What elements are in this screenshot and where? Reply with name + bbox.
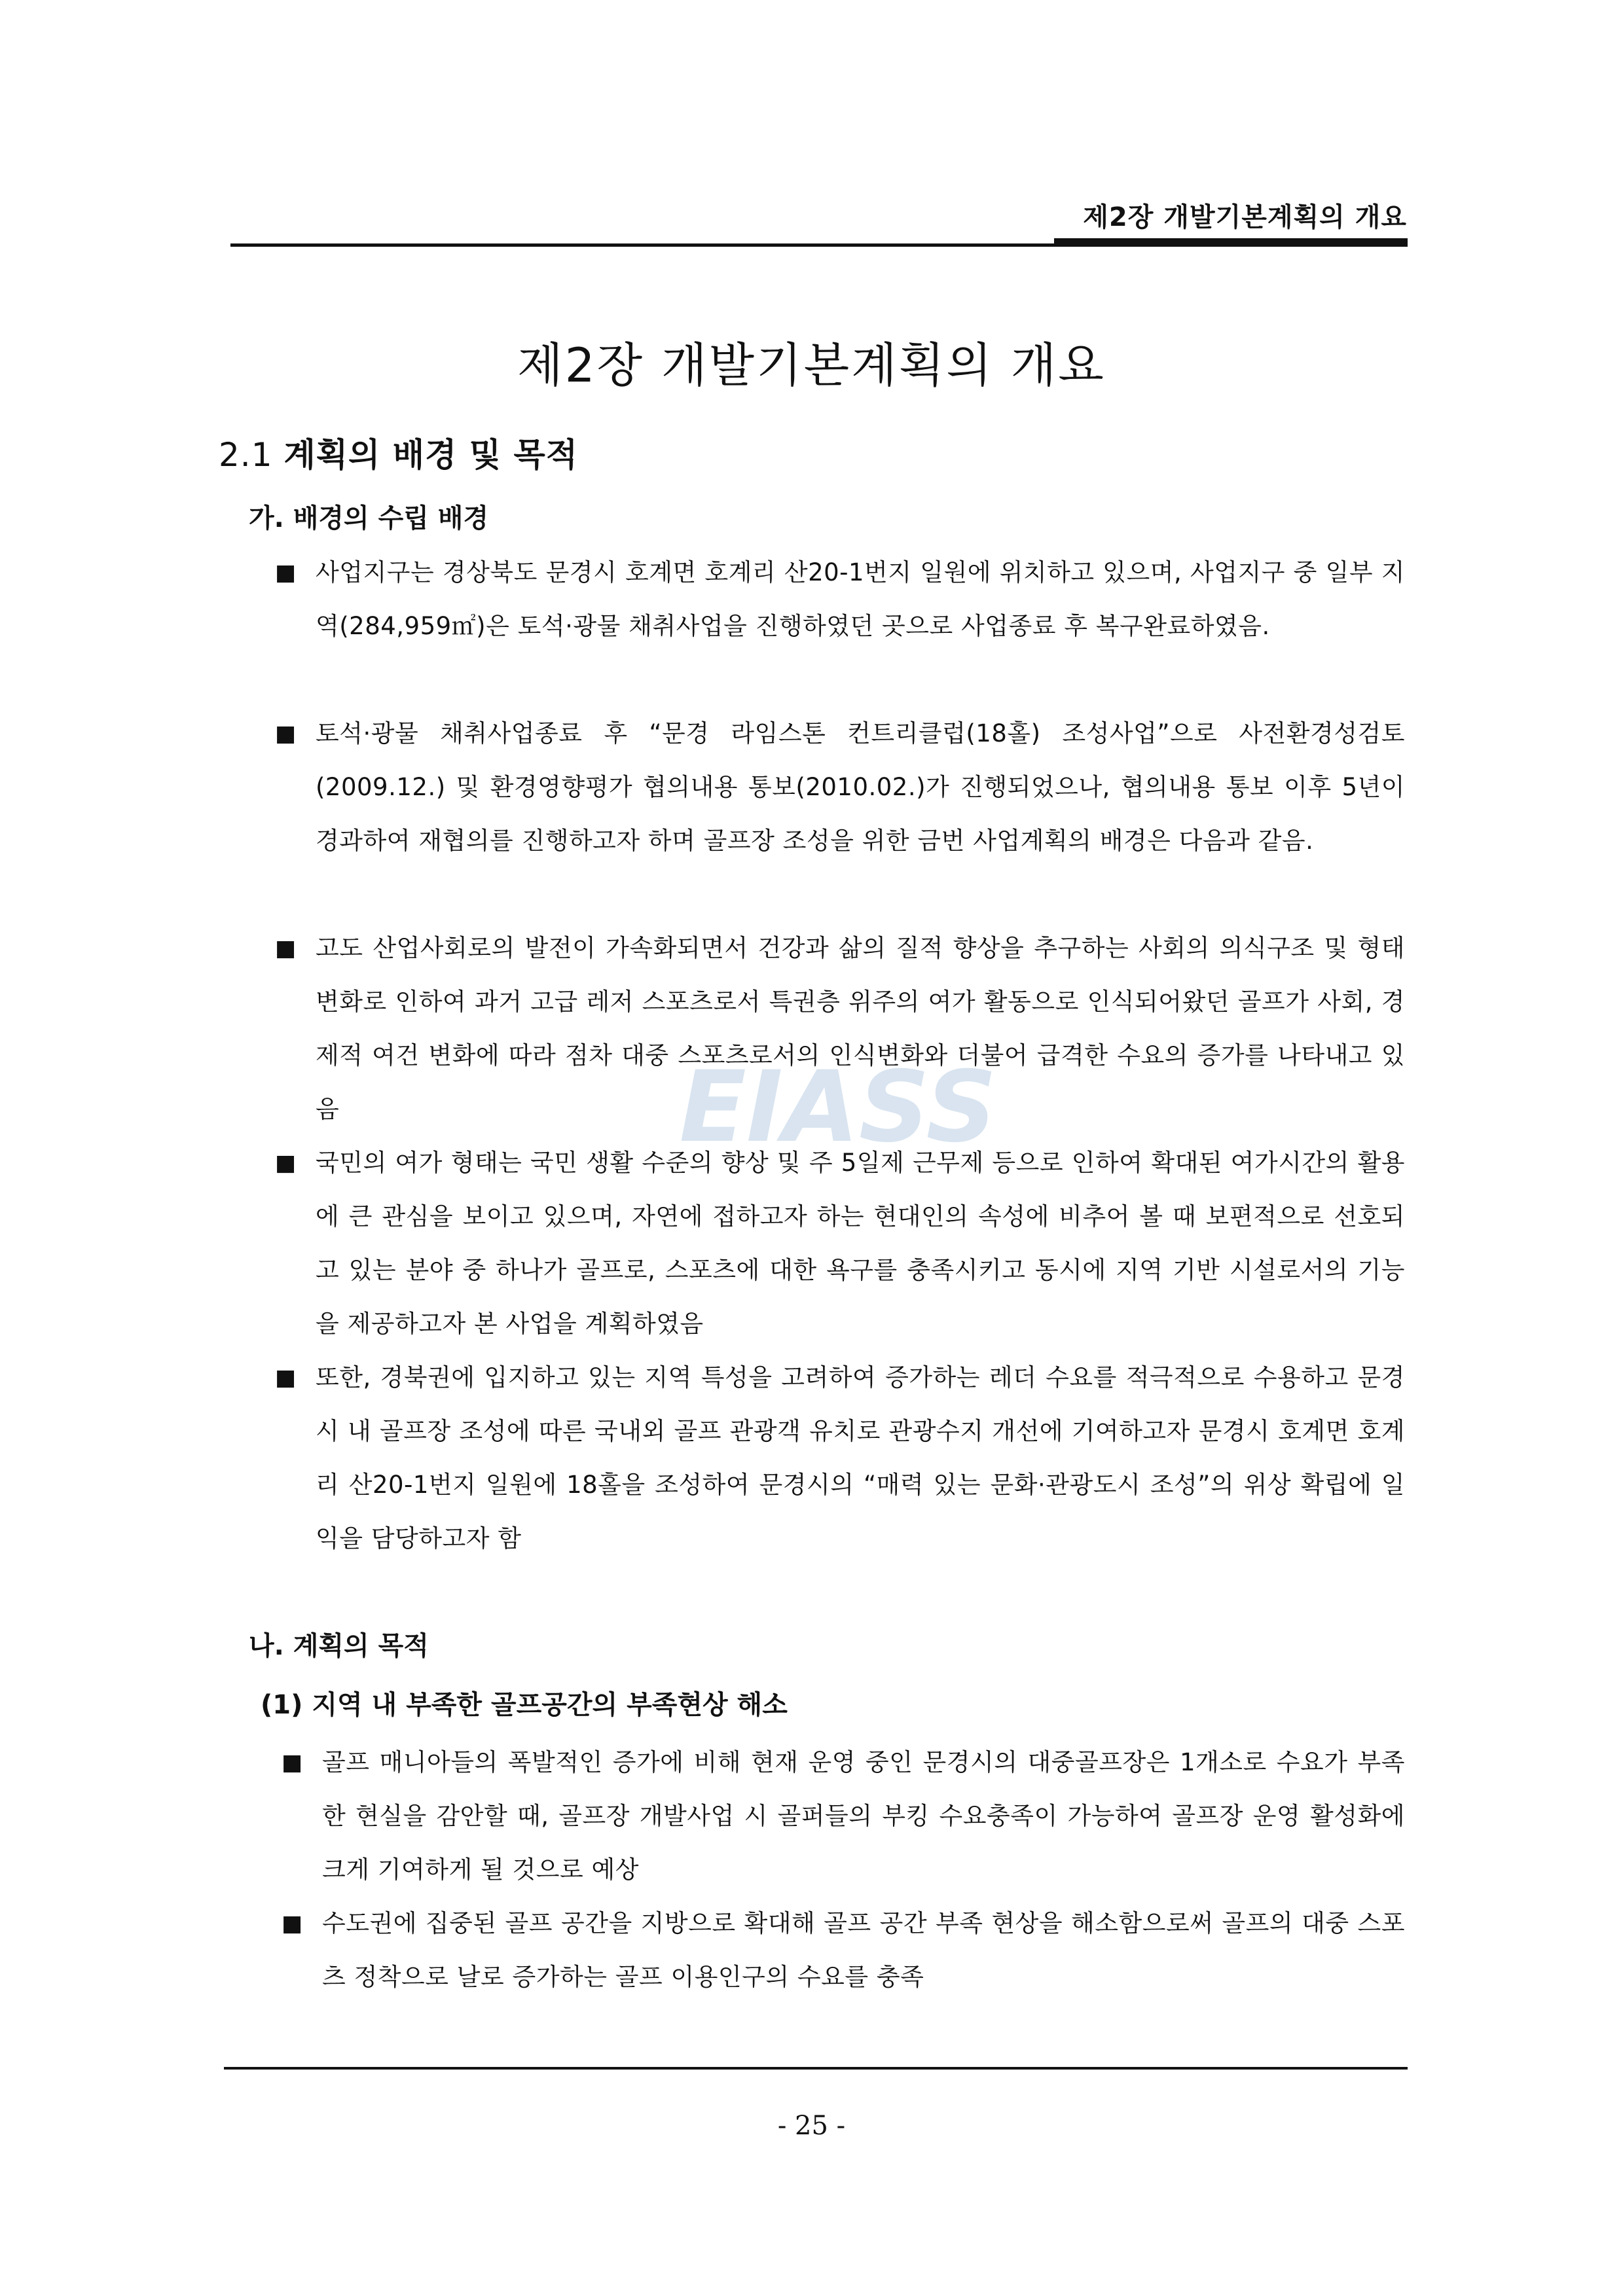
bullet-square-icon: ■ (282, 1749, 303, 1776)
list-item: 국민의 여가 형태는 국민 생활 수준의 향상 및 주 5일제 근무제 등으로 인하여 확대된 여가시간의 활용에 큰 관심을 보이고 있으며, 자연에 접하고자 하는 현대인의 속성에 비추어 볼 때 보편적으로 선호되고 있는 분야 중 하나가 골프로, 스포츠에 대한 욕구를 충족시키고 동시에 지역 기반 시설로서의 기능을 제공하고자 본 사업을 계획하였음 (316, 1149, 1405, 1338)
watermark-text: EIASS (679, 1057, 997, 1155)
bullet-square-icon: ■ (275, 935, 297, 961)
list-item: 사업지구는 경상북도 문경시 호계면 호계리 산20-1번지 일원에 위치하고 있으며, 사업지구 중 일부 지역(284,959㎡)은 토석·광물 채취사업을 진행하였던 곳으로 사업종료 후 복구완료하였음. (316, 558, 1405, 640)
eiass-watermark-logo (629, 1057, 1048, 1155)
bullet-square-icon: ■ (275, 560, 297, 586)
section-heading (219, 429, 578, 476)
bullet-square-icon: ■ (275, 1150, 297, 1176)
bullet-square-icon: ■ (282, 1910, 303, 1937)
page-number: - 25 - (777, 2111, 846, 2141)
footer-rule (224, 2067, 1408, 2070)
list-item: 또한, 경북권에 입지하고 있는 지역 특성을 고려하여 증가하는 레더 수요를 적극적으로 수용하고 문경시 내 골프장 조성에 따른 국내외 골프 관광객 유치로 관광수지 개선에 기여하고자 문경시 호계면 호계리 산20-1번지 일원에 18홀을 조성하여 문경시의 “매력 있는 문화·관광도시 조성”의 위상 확립에 일익을 담당하고자 함 (316, 1363, 1405, 1552)
chapter-title: 제2장 개발기본계획의 개요 (517, 338, 1106, 393)
list-item: 수도권에 집중된 골프 공간을 지방으로 확대해 골프 공간 부족 현상을 해소함으로써 골프의 대중 스포츠 정착으로 날로 증가하는 골프 이용인구의 수요를 충족 (322, 1909, 1405, 1991)
section-number: 2.1 (219, 436, 273, 474)
list-item: 토석·광물 채취사업종료 후 “문경 라임스톤 컨트리클럽(18홀) 조성사업”으로 사전환경성검토(2009.12.) 및 환경영향평가 협의내용 통보(2010.02.)가 진행되었으나, 협의내용 통보 이후 5년이 경과하여 재협의를 진행하고자 하며 골프장 조성을 위한 금번 사업계획의 배경은 다음과 같음. (316, 719, 1405, 855)
subsection-heading-a: 가. 배경의 수립 배경 (249, 503, 489, 533)
header-rule-accent (1054, 238, 1408, 247)
section-title: 계획의 배경 및 목적 (283, 436, 579, 474)
subsubsection-heading: (1) 지역 내 부족한 골프공간의 부족현상 해소 (261, 1690, 788, 1720)
running-header: 제2장 개발기본계획의 개요 (1083, 202, 1407, 232)
subsection-heading-b: 나. 계획의 목적 (249, 1631, 429, 1661)
bullet-square-icon: ■ (275, 721, 297, 747)
list-item: 고도 산업사회로의 발전이 가속화되면서 건강과 삶의 질적 향상을 추구하는 사회의 의식구조 및 형태 변화로 인하여 과거 고급 레저 스포츠로서 특권층 위주의 여가 활동으로 인식되어왔던 골프가 사회, 경제적 여건 변화에 따라 점차 대중 스포츠로서의 인식변화와 더불어 급격한 수요의 증가를 나타내고 있음 (316, 934, 1405, 1123)
bullet-square-icon: ■ (275, 1365, 297, 1391)
list-item: 골프 매니아들의 폭발적인 증가에 비해 현재 운영 중인 문경시의 대중골프장은 1개소로 수요가 부족한 현실을 감안할 때, 골프장 개발사업 시 골퍼들의 부킹 수요충족이 가능하여 골프장 운영 활성화에 크게 기여하게 될 것으로 예상 (322, 1748, 1405, 1884)
